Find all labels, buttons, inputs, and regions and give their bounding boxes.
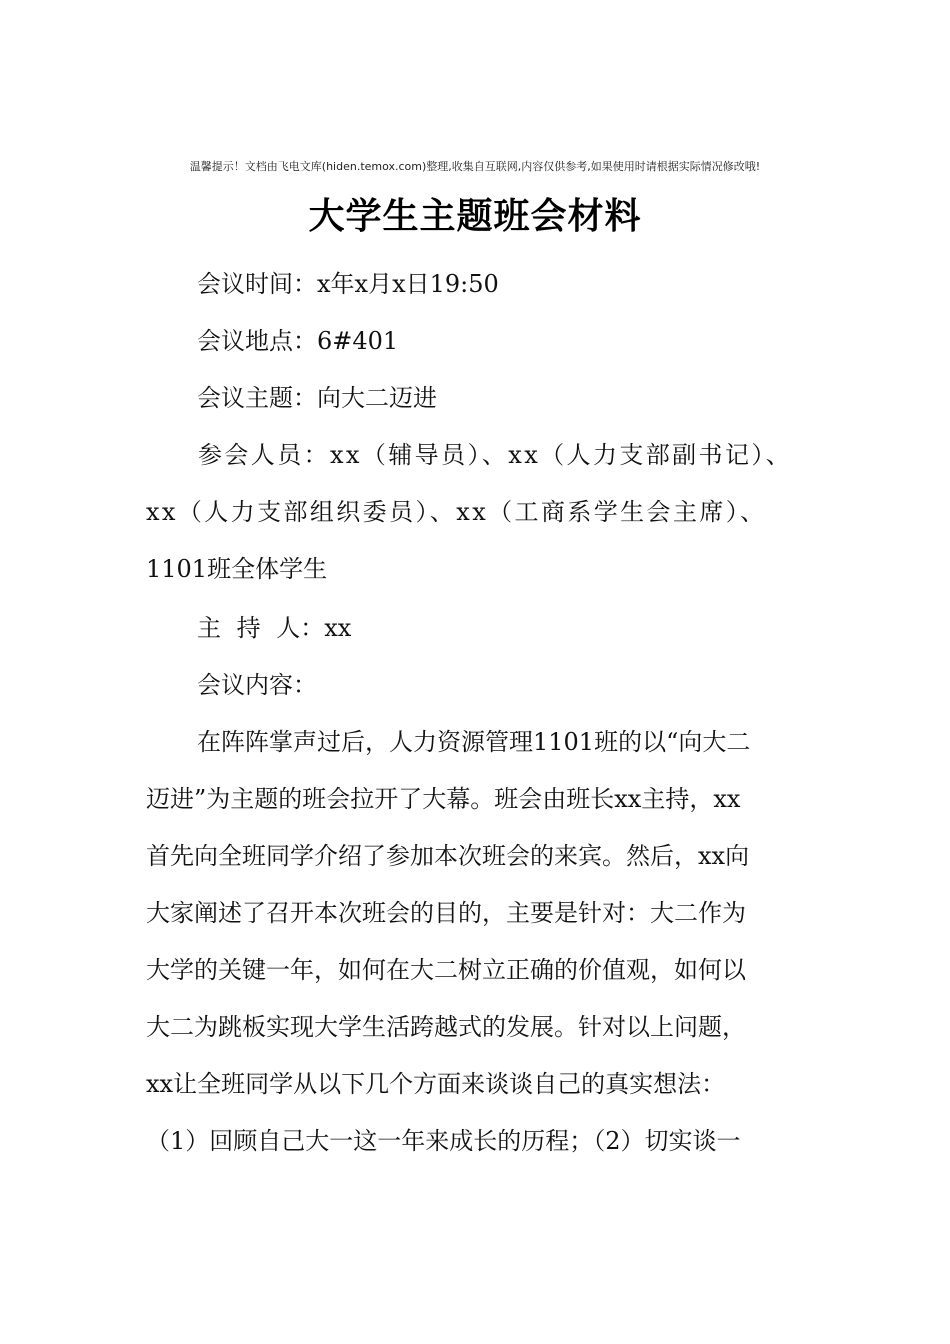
content-line: （1）回顾自己大一这一年来成长的历程；（2）切实谈一 — [146, 1127, 741, 1155]
content-line: 大学的关键一年，如何在大二树立正确的价值观，如何以 — [146, 956, 746, 984]
attendees-line: xx（人力支部组织委员）、xx（工商系学生会主席）、 — [146, 498, 767, 526]
content-line: xx让全班同学从以下几个方面来谈谈自己的真实想法： — [146, 1070, 726, 1098]
meeting-topic: 会议主题：向大二迈进 — [197, 384, 437, 412]
attendees-paragraph — [146, 427, 826, 598]
content-line: 在阵阵掌声过后，人力资源管理1101班的以“向大二 — [197, 728, 751, 756]
content-line: 大二为跳板实现大学生活跨越式的发展。针对以上问题， — [146, 1013, 746, 1041]
attendees-line: 1101班全体学生 — [146, 555, 328, 583]
content-line: 首先向全班同学介绍了参加本次班会的来宾。然后，xx向 — [146, 842, 750, 870]
content-line: 大家阐述了召开本次班会的目的，主要是针对：大二作为 — [146, 899, 746, 927]
meeting-time: 会议时间：x年x月x日19:50 — [197, 270, 499, 298]
meeting-place: 会议地点：6#401 — [197, 327, 399, 355]
content-paragraph — [146, 714, 826, 1170]
content-label: 会议内容： — [197, 671, 317, 699]
document-title: 大学生主题班会材料 — [308, 196, 642, 237]
document-notice: 温馨提示！文档由飞电文库(hiden.temox.com)整理,收集自互联网,内容仅供参考,如果使用时请根据实际情况修改哦! — [189, 160, 761, 173]
host: 主 持 人：xx — [197, 614, 352, 642]
attendees-line: 参会人员：xx（辅导员）、xx（人力支部副书记）、 — [198, 441, 793, 469]
content-line: 迈进”为主题的班会拉开了大幕。班会由班长xx主持，xx — [146, 785, 741, 813]
